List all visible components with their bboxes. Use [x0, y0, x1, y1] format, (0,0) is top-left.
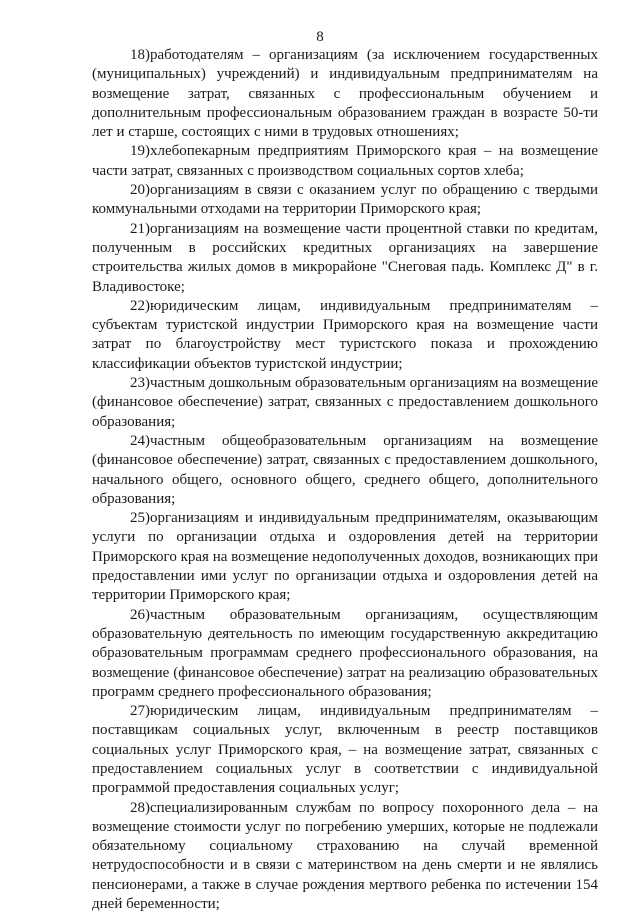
- document-body: [92, 46, 598, 914]
- paragraph-item-21: 21)организациям на возмещение части процентной ставки по кредитам, полученным в российских кредитных организациях на завершение строительства жилых домов в микрорайоне "Снеговая падь. Комплекс Д" в г. Владивостоке;: [92, 220, 598, 295]
- paragraph-item-25: 25)организациям и индивидуальным предпринимателям, оказывающим услуги по организации отдыха и оздоровления детей на территории Приморского края на возмещение недополученных доходов, возникающих при предоставлении ими услуг по организации отдыха и оздоровления детей на территории Приморского края;: [92, 510, 598, 604]
- page-number: 8: [316, 29, 324, 45]
- paragraph-item-18: 18)работодателям – организациям (за исключением государственных (муниципальных) учреждений) и индивидуальным предпринимателям на возмещение затрат, связанных с профессиональным обучением и дополнительным профессиональным образованием граждан в возрасте 50-ти лет и старше, состоящих с ними в трудовых отношениях;: [92, 47, 598, 141]
- paragraph-item-22: 22)юридическим лицам, индивидуальным предпринимателям – субъектам туристской индустрии Приморского края на возмещение части затрат по благоустройству мест туристского показа и прохождению классификации объектов туристской индустрии;: [92, 297, 598, 372]
- paragraph-item-19: 19)хлебопекарным предприятиям Приморского края – на возмещение части затрат, связанных с производством социальных сортов хлеба;: [92, 143, 598, 179]
- paragraph-item-24: 24)частным общеобразовательным организациям на возмещение (финансовое обеспечение) затрат, связанных с предоставлением дошкольного, начального общего, основного общего, среднего общего, дополнительного образования;: [92, 432, 598, 507]
- paragraph-item-27: 27)юридическим лицам, индивидуальным предпринимателям – поставщикам социальных услуг, включенным в реестр поставщиков социальных услуг Приморского края, – на возмещение затрат, связанных с предоставлением социальных услуг в соответствии с индивидуальной программой предоставления социальных услуг;: [92, 703, 598, 797]
- paragraph-item-28: 28)специализированным службам по вопросу похоронного дела – на возмещение стоимости услуг по погребению умерших, которые не подлежали обязательному социальному страхованию на случай временной нетрудоспособности и в связи с материнством на день смерти и не являлись пенсионерами, а также в случае рождения мертвого ребенка по истечении 154 дней беременности;: [92, 799, 598, 913]
- paragraph-item-26: 26)частным образовательным организациям, осуществляющим образовательную деятельность по имеющим государственную аккредитацию образовательным программам среднего профессионального образования, на возмещение (финансовое обеспечение) затрат на реализацию образовательных программ среднего профессионального образования;: [92, 606, 598, 700]
- paragraph-item-20: 20)организациям в связи с оказанием услуг по обращению с твердыми коммунальными отходами на территории Приморского края;: [92, 182, 598, 218]
- paragraph-item-23: 23)частным дошкольным образовательным организациям на возмещение (финансовое обеспечение) затрат, связанных с предоставлением дошкольного образования;: [92, 375, 598, 430]
